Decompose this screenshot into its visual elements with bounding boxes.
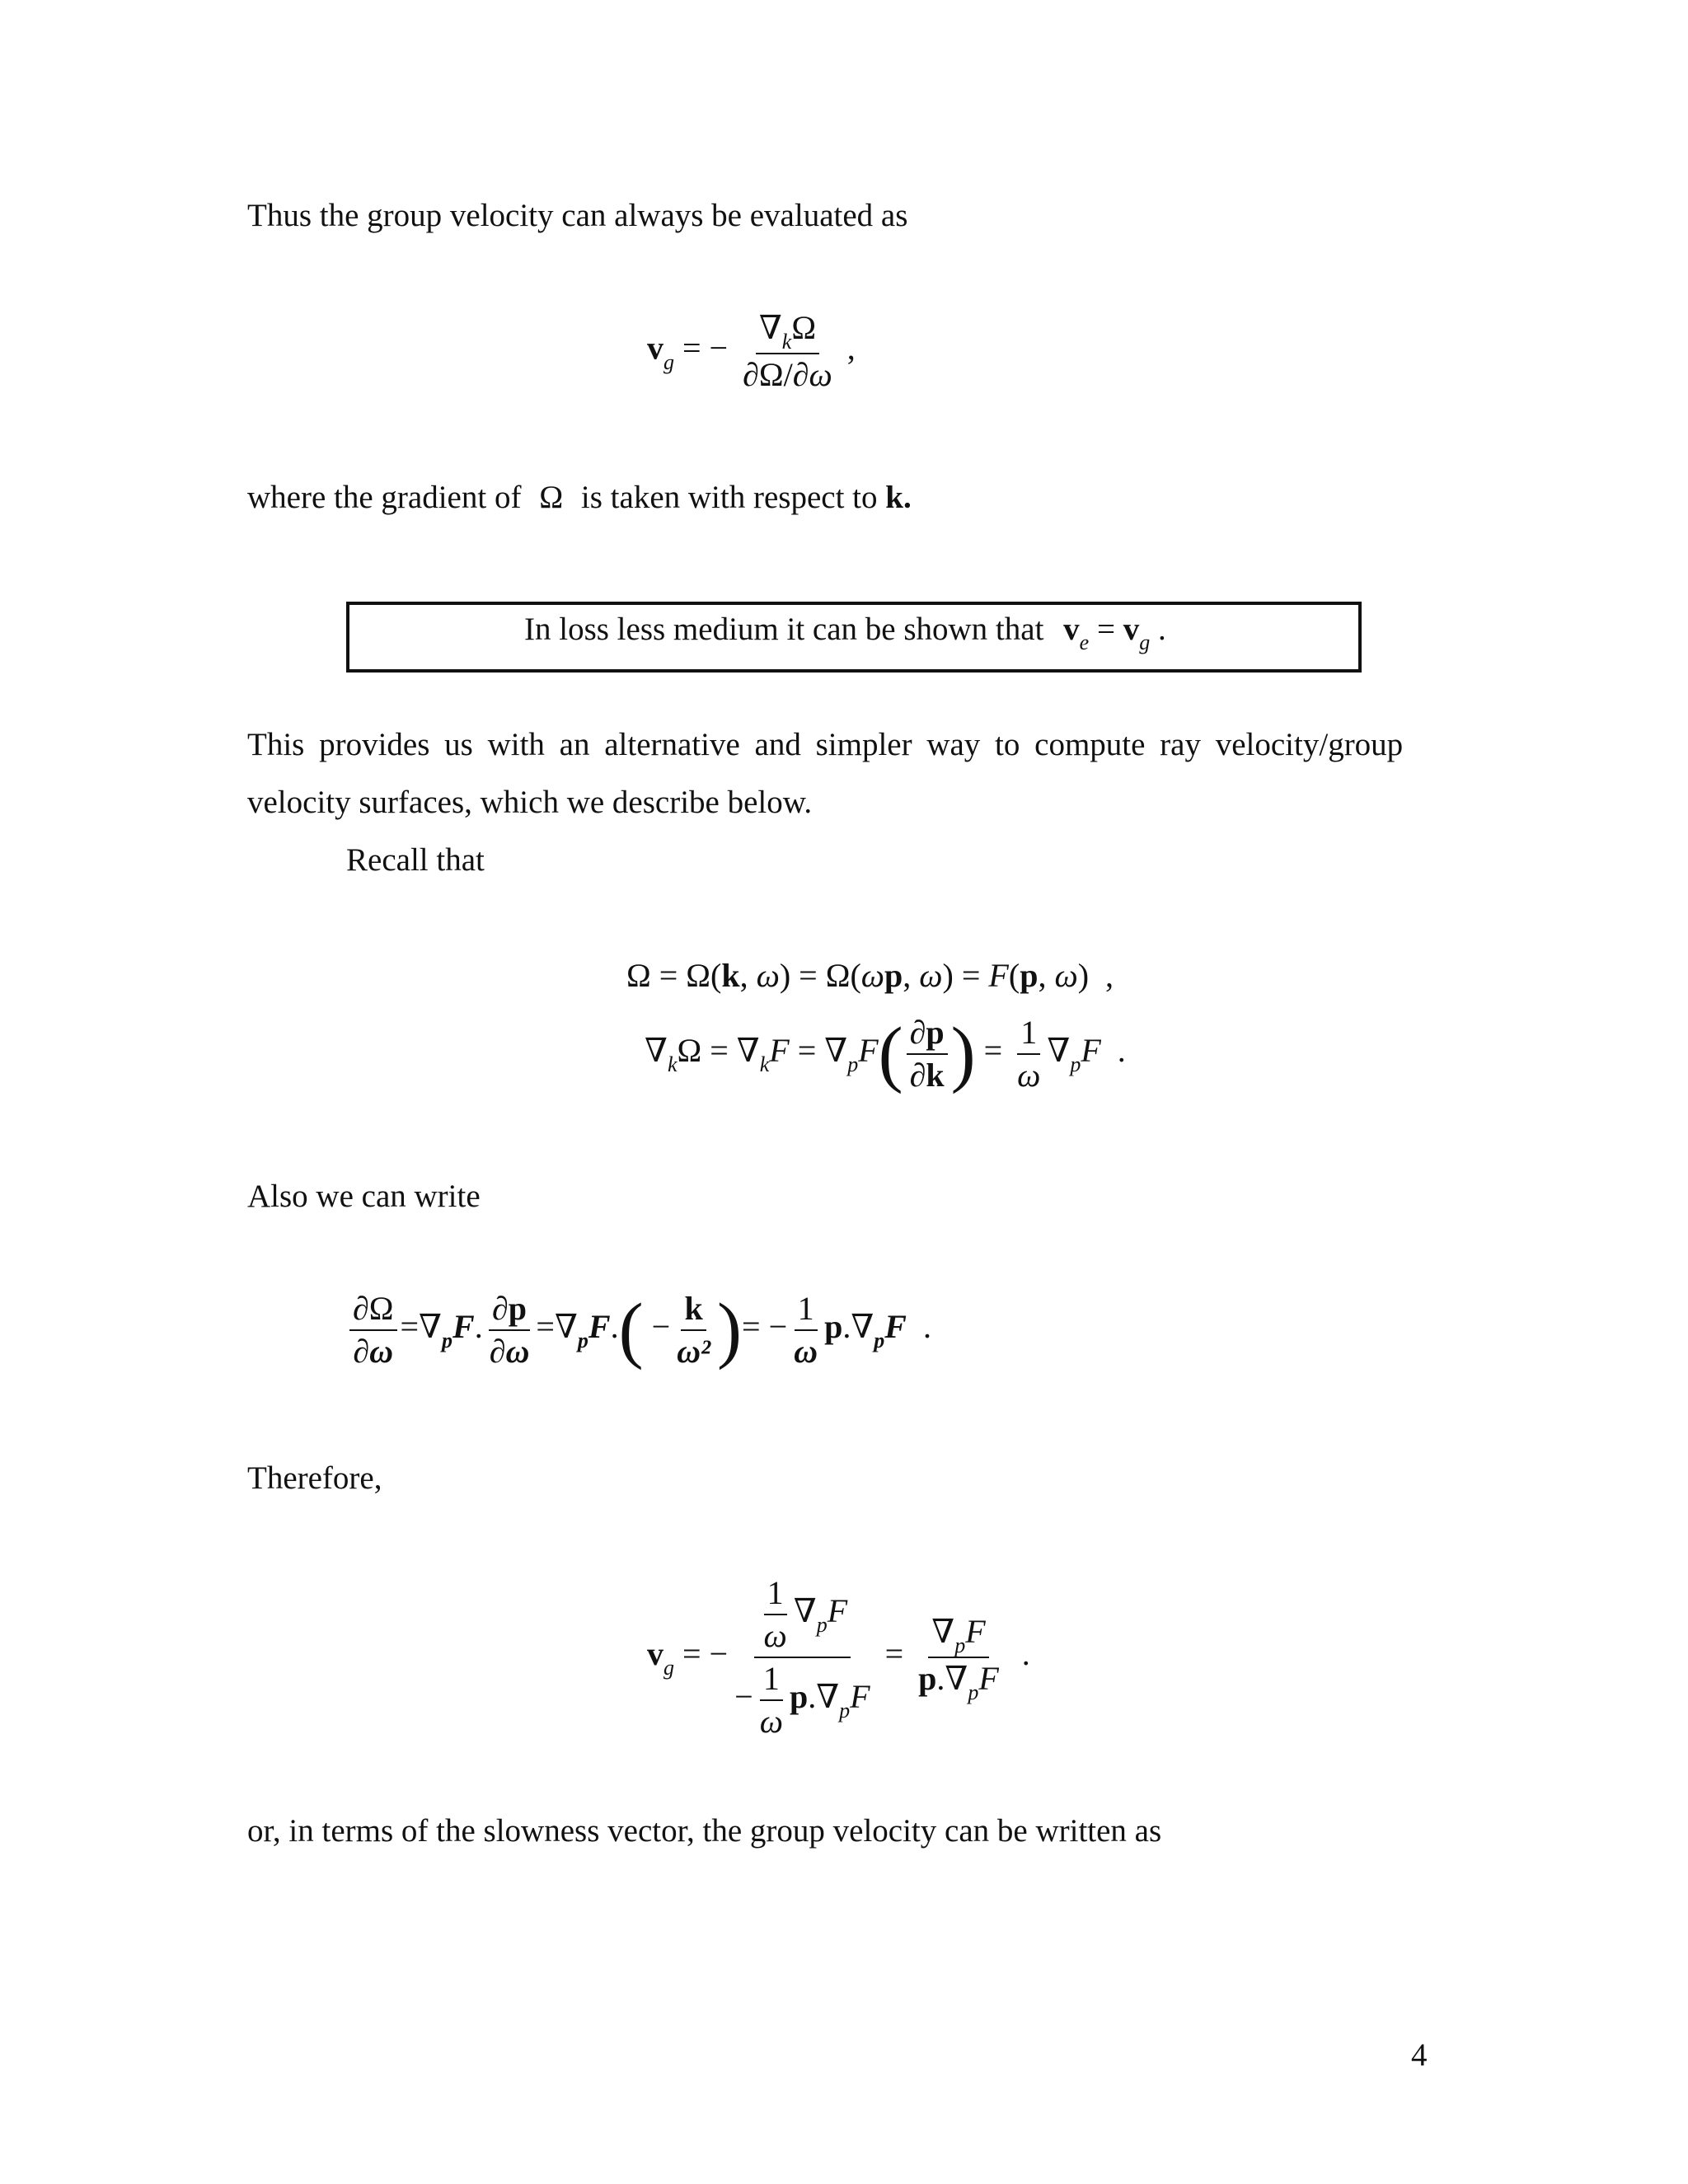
- paragraph-therefore: Therefore,: [247, 1460, 382, 1496]
- boxed-statement-text: In loss less medium it can be shown that $v_e = v_g$ .: [524, 612, 1166, 654]
- paragraph-alternative-line2: velocity surfaces, which we describe below.: [247, 785, 813, 820]
- k-symbol: k.: [885, 480, 912, 515]
- omega-symbol: Ω: [539, 480, 564, 515]
- paragraph-slowness: or, in terms of the slowness vector, the group velocity can be written as: [247, 1813, 1162, 1849]
- equation-group-velocity-slowness: $v_g$ = − $\frac{1}{\omega}$ $\nabla_pF$ − $\frac{1}{\omega}$ $p.\nabla_pF$ = $\frac{\nabla_pF}{p.\nabla_pF}$ .: [647, 1574, 1030, 1740]
- equation-group-velocity: $v_g$ = − $\frac{\nabla_k\Omega}{\partial\Omega/\partial\omega}$ ,: [647, 309, 856, 393]
- paragraph-alternative-line1: This provides us with an alternative and simpler way to compute ray velocity/group: [247, 727, 1404, 762]
- paragraph-gradient-note: [247, 478, 912, 518]
- equation-omega-definition: Ω = Ω(k, ω) = Ω(ωp, ω) = F(p, ω) ,: [626, 957, 1114, 994]
- equation-omega-frequency-derivative: $\frac{\partial\Omega}{\partial\omega}$ $=\nabla_pF$. $\frac{\partial p}{\partial\omega}$ $=\nabla_pF$.( − $\frac{k}{\text{ω²}}$ )= − $\frac{1}{\omega}$ $p.\nabla_pF$ .: [346, 1290, 931, 1371]
- equation-omega-gradient: $\nabla_k\Omega = \nabla_kF = \nabla_pF$( $\frac{\partial p}{\partial k}$ ) = $\frac{1}{\omega}$ $\nabla_pF$ .: [645, 1013, 1126, 1094]
- gradient-note-text-a: where the gradient of: [247, 480, 522, 515]
- boxed-text: In loss less medium it can be shown that: [524, 612, 1044, 647]
- paragraph-also: Also we can write: [247, 1179, 481, 1214]
- paragraph-intro: Thus the group velocity can always be evaluated as: [247, 198, 908, 233]
- gradient-note-text-b: is taken with respect to: [580, 480, 878, 515]
- paragraph-recall: Recall that: [346, 842, 485, 878]
- page-number: 4: [1411, 2037, 1428, 2073]
